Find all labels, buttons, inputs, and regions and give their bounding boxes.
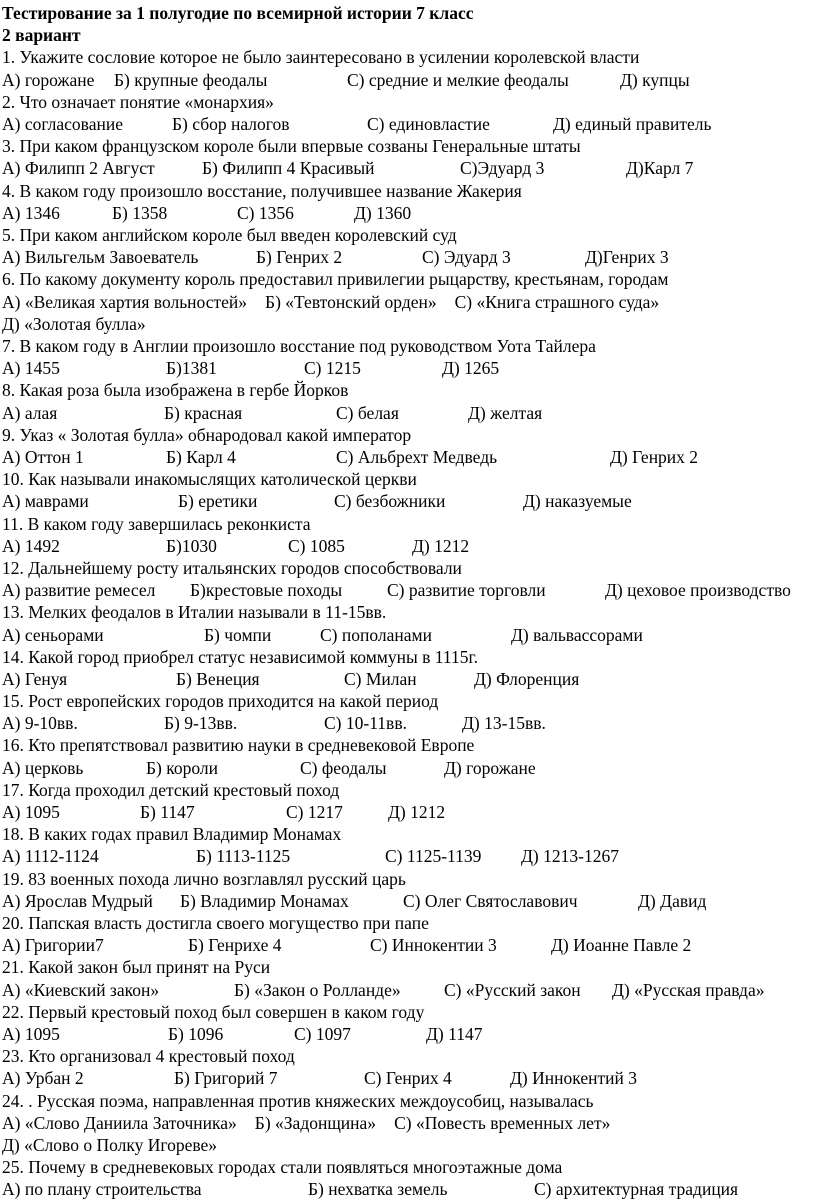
answer-option[interactable]: С) развитие торговли — [387, 580, 546, 601]
answer-option[interactable]: А) 1095 — [2, 1024, 60, 1045]
answer-option[interactable]: Б)крестовые походы — [190, 580, 343, 601]
question-text: 10. Как называли инакомыслящих католической церкви — [2, 469, 417, 490]
answer-option[interactable]: А) Григории7 — [2, 935, 104, 956]
answer-options — [2, 624, 816, 646]
answer-option[interactable]: Д) Давид — [638, 890, 707, 911]
answer-option[interactable]: Б) 1147 — [140, 802, 195, 823]
answer-option[interactable]: Б) Венеция — [176, 668, 260, 689]
answer-option[interactable]: С) феодалы — [300, 757, 387, 778]
answer-option[interactable]: А) «Великая хартия вольностей» — [2, 291, 248, 312]
answer-option[interactable]: А) Урбан 2 — [2, 1068, 84, 1089]
answer-options-line — [2, 291, 816, 313]
answer-option[interactable]: Д) 1212 — [412, 535, 470, 556]
answer-option[interactable]: С) 1125-1139 — [385, 846, 482, 867]
answer-option[interactable]: Д) единый правитель — [553, 114, 712, 134]
answer-option[interactable]: А) 1455 — [2, 358, 60, 379]
answer-option[interactable]: А) маврами — [2, 491, 89, 512]
answer-option[interactable]: С) Эдуард 3 — [422, 247, 511, 268]
answer-options — [2, 979, 816, 1001]
answer-option[interactable]: С) 10-11вв. — [324, 713, 407, 734]
answer-option[interactable]: А) по плану строительства — [2, 1179, 202, 1200]
answer-option[interactable]: Б) 1096 — [168, 1024, 224, 1045]
answer-option[interactable]: Б) «Тевтонский орден» — [265, 291, 437, 312]
answer-option[interactable]: Б) еретики — [178, 491, 258, 512]
answer-options — [2, 934, 816, 956]
answer-option[interactable]: Б) Карл 4 — [166, 446, 236, 467]
answer-options-line — [2, 1134, 816, 1156]
answer-option[interactable]: А) 1112-1124 — [2, 846, 99, 867]
answer-option[interactable]: Д)Генрих 3 — [585, 247, 669, 268]
answer-options — [2, 579, 816, 601]
question-text: 24. . Русская поэма, направленная против княжеских междоусобиц, называлась — [2, 1090, 594, 1111]
answer-option[interactable]: Д) 13-15вв. — [462, 713, 546, 734]
question-text: 20. Папская власть достигла своего могущество при папе — [2, 913, 429, 934]
answer-options — [2, 246, 816, 268]
answer-option[interactable]: Б) 1358 — [112, 202, 168, 223]
question-text: 16. Кто препятствовал развитию науки в средневековой Европе — [2, 735, 475, 756]
answer-option[interactable]: Д) Генрих 2 — [610, 446, 699, 467]
answer-options — [2, 1067, 816, 1089]
answer-option[interactable]: Д) 1147 — [426, 1024, 483, 1045]
answer-options — [2, 845, 816, 867]
answer-options-line — [2, 1112, 816, 1134]
answer-option[interactable]: С)Эдуард 3 — [460, 158, 545, 179]
question-text: 21. Какой закон был принят на Руси — [2, 957, 271, 978]
answer-options — [2, 668, 816, 690]
answer-option[interactable]: Д) вальвассорами — [511, 624, 643, 645]
question-text: 8. Какая роза была изображена в гербе Йорков — [2, 380, 349, 401]
answer-option[interactable]: А) «Киевский закон» — [2, 979, 160, 1000]
answer-option[interactable]: С) «Книга страшного суда» — [454, 291, 660, 312]
answer-options-line — [2, 313, 816, 335]
answer-option[interactable]: Д) «Русская правда» — [612, 979, 765, 1000]
answer-option[interactable]: А) 1095 — [2, 802, 60, 823]
answer-option[interactable]: Д)Карл 7 — [626, 158, 694, 179]
answer-options — [2, 535, 816, 557]
variant-label: 2 вариант — [2, 25, 81, 46]
answer-option[interactable]: А) Вильгельм Завоеватель — [2, 247, 199, 268]
answer-option[interactable]: А) «Слово Даниила Заточника» — [2, 1112, 237, 1133]
question-text: 25. Почему в средневековых городах стали появляться многоэтажные дома — [2, 1157, 563, 1178]
answer-option[interactable]: Б) «Закон о Ролланде» — [234, 979, 401, 1000]
answer-option[interactable]: Д) Иннокентий 3 — [510, 1068, 637, 1089]
question-text: 19. 83 военных похода лично возглавлял русский царь — [2, 868, 406, 889]
question-text: 7. В каком году в Англии произошло восстание под руководством Уота Тайлера — [2, 335, 596, 356]
answer-option[interactable]: С) «Русский закон — [444, 979, 581, 1000]
answer-option[interactable]: Б) «Задонщина» — [254, 1112, 377, 1133]
question-text: 9. Указ « Золотая булла» обнародовал какой император — [2, 424, 412, 445]
answer-option[interactable]: Б) чомпи — [204, 624, 272, 645]
answer-option[interactable]: С) 1215 — [304, 358, 361, 379]
answer-option[interactable]: Б)1030 — [166, 535, 217, 556]
answer-option[interactable]: А) Оттон 1 — [2, 446, 84, 467]
answer-options — [2, 890, 816, 912]
answer-option[interactable]: Д) наказуемые — [523, 491, 632, 512]
answer-option[interactable]: С) Генрих 4 — [364, 1068, 452, 1089]
answer-option[interactable]: А) алая — [2, 402, 58, 423]
answer-option[interactable]: Б)1381 — [166, 358, 217, 379]
answer-option[interactable]: С) 1356 — [237, 202, 294, 223]
answer-option[interactable]: С) пополанами — [320, 624, 432, 645]
answer-options — [2, 402, 816, 424]
test-title: Тестирование за 1 полугодие по всемирной истории 7 класс — [2, 3, 474, 23]
answer-option[interactable]: Д) 1212 — [388, 802, 446, 823]
answer-option[interactable]: С) 1097 — [294, 1024, 351, 1045]
answer-option[interactable]: Б) Генрихе 4 — [188, 935, 282, 956]
question-text: 17. Когда проходил детский крестовый поход — [2, 779, 340, 800]
answer-option[interactable]: А) 1492 — [2, 535, 60, 556]
answer-option[interactable]: Д) 1213-1267 — [521, 846, 619, 867]
answer-option[interactable]: А) 9-10вв. — [2, 713, 78, 734]
question-text: 2. Что означает понятие «монархия» — [2, 91, 274, 112]
answer-option[interactable]: Б) красная — [164, 402, 243, 423]
answer-option[interactable]: А) сеньорами — [2, 624, 104, 645]
answer-options — [2, 490, 816, 512]
answer-option[interactable]: С) белая — [336, 402, 399, 423]
answer-option[interactable]: А) Генуя — [2, 668, 68, 689]
question-text: 14. Какой город приобрел статус независимой коммуны в 1115г. — [2, 646, 479, 667]
answer-option[interactable]: Д) 1360 — [354, 202, 412, 223]
answer-option[interactable]: Б) нехватка земель — [308, 1179, 448, 1200]
answer-option[interactable]: А) Филипп 2 Август — [2, 158, 155, 179]
answer-option[interactable]: Д) Флоренция — [474, 668, 580, 689]
answer-option[interactable]: А) 1346 — [2, 202, 60, 223]
answer-options — [2, 1112, 816, 1156]
answer-option[interactable]: Б) короли — [146, 757, 218, 778]
answer-option[interactable]: Б) крупные феодалы — [114, 69, 268, 90]
question-text: 6. По какому документу король предоставил привилегии рыцарству, крестьянам, городам — [2, 269, 669, 290]
answer-option[interactable]: Д) 1265 — [442, 358, 500, 379]
answer-option[interactable]: С) безбожники — [334, 491, 446, 512]
question-text: 1. Укажите сословие которое не было заинтересовано в усилении королевской власти — [2, 47, 640, 68]
answer-option[interactable]: Д) «Слово о Полку Игореве» — [2, 1135, 218, 1156]
answer-options — [2, 446, 816, 468]
answer-options — [2, 801, 816, 823]
answer-option[interactable]: Д) желтая — [468, 402, 543, 423]
answer-options — [2, 1178, 816, 1200]
answer-option[interactable]: А) развитие ремесел — [2, 580, 156, 601]
answer-options — [2, 712, 816, 734]
answer-option[interactable]: Д) цеховое производство — [605, 580, 791, 601]
answer-option[interactable]: Б) сбор налогов — [172, 114, 290, 134]
answer-options — [2, 1023, 816, 1045]
answer-options — [2, 291, 816, 335]
question-text: 22. Первый крестовый поход был совершен в каком году — [2, 1001, 425, 1022]
answer-option[interactable]: А) горожане — [2, 69, 95, 90]
answer-option[interactable]: С) Олег Святославович — [403, 890, 578, 911]
answer-option[interactable]: А) согласование — [2, 114, 123, 134]
answer-option[interactable]: С) единовластие — [367, 114, 490, 134]
answer-option[interactable]: А) церковь — [2, 757, 84, 778]
answer-option[interactable]: Б) 1113-1125 — [196, 846, 291, 867]
answer-option[interactable]: С) Альбрехт Медведь — [336, 446, 498, 467]
answer-option[interactable]: Д) «Золотая булла» — [2, 313, 146, 334]
answer-option[interactable]: Д) Иоанне Павле 2 — [551, 935, 692, 956]
answer-option[interactable]: С) 1085 — [288, 535, 345, 556]
answer-options — [2, 113, 816, 135]
question-list — [2, 46, 816, 1200]
question-text: 15. Рост европейских городов приходится на какой период — [2, 691, 439, 712]
answer-option[interactable]: Б) Филипп 4 Красивый — [202, 158, 375, 179]
answer-option[interactable]: Б) Григорий 7 — [174, 1068, 278, 1089]
question-text: 11. В каком году завершилась реконкиста — [2, 513, 311, 534]
question-text: 12. Дальнейшему росту итальянских городов способствовали — [2, 557, 462, 578]
answer-option[interactable]: Б) 9-13вв. — [164, 713, 238, 734]
answer-options — [2, 757, 816, 779]
answer-option[interactable]: Б) Владимир Монамах — [180, 890, 349, 911]
question-text: 3. При каком французском короле были впервые созваны Генеральные штаты — [2, 136, 581, 157]
answer-options — [2, 69, 816, 91]
question-text: 23. Кто организовал 4 крестовый поход — [2, 1046, 295, 1067]
answer-option[interactable]: С) средние и мелкие феодалы — [347, 69, 569, 90]
answer-option[interactable]: А) Ярослав Мудрый — [2, 890, 153, 911]
answer-option[interactable]: С) «Повесть временных лет» — [394, 1112, 611, 1133]
question-text: 18. В каких годах правил Владимир Монамах — [2, 824, 342, 845]
answer-options — [2, 357, 816, 379]
question-text: 13. Мелких феодалов в Италии называли в 11-15вв. — [2, 602, 387, 623]
question-text: 4. В каком году произошло восстание, получившее название Жакерия — [2, 180, 522, 201]
answer-options — [2, 157, 816, 179]
answer-option[interactable]: С) архитектурная традиция — [534, 1179, 739, 1200]
answer-option[interactable]: Б) Генрих 2 — [256, 247, 343, 268]
answer-option[interactable]: Д) купцы — [620, 69, 690, 90]
answer-option[interactable]: С) Иннокентии 3 — [370, 935, 497, 956]
answer-option[interactable]: С) Милан — [344, 668, 417, 689]
answer-option[interactable]: С) 1217 — [286, 802, 343, 823]
answer-options — [2, 202, 816, 224]
answer-option[interactable]: Д) горожане — [444, 757, 536, 778]
question-text: 5. При каком английском короле был введен королевский суд — [2, 224, 457, 245]
